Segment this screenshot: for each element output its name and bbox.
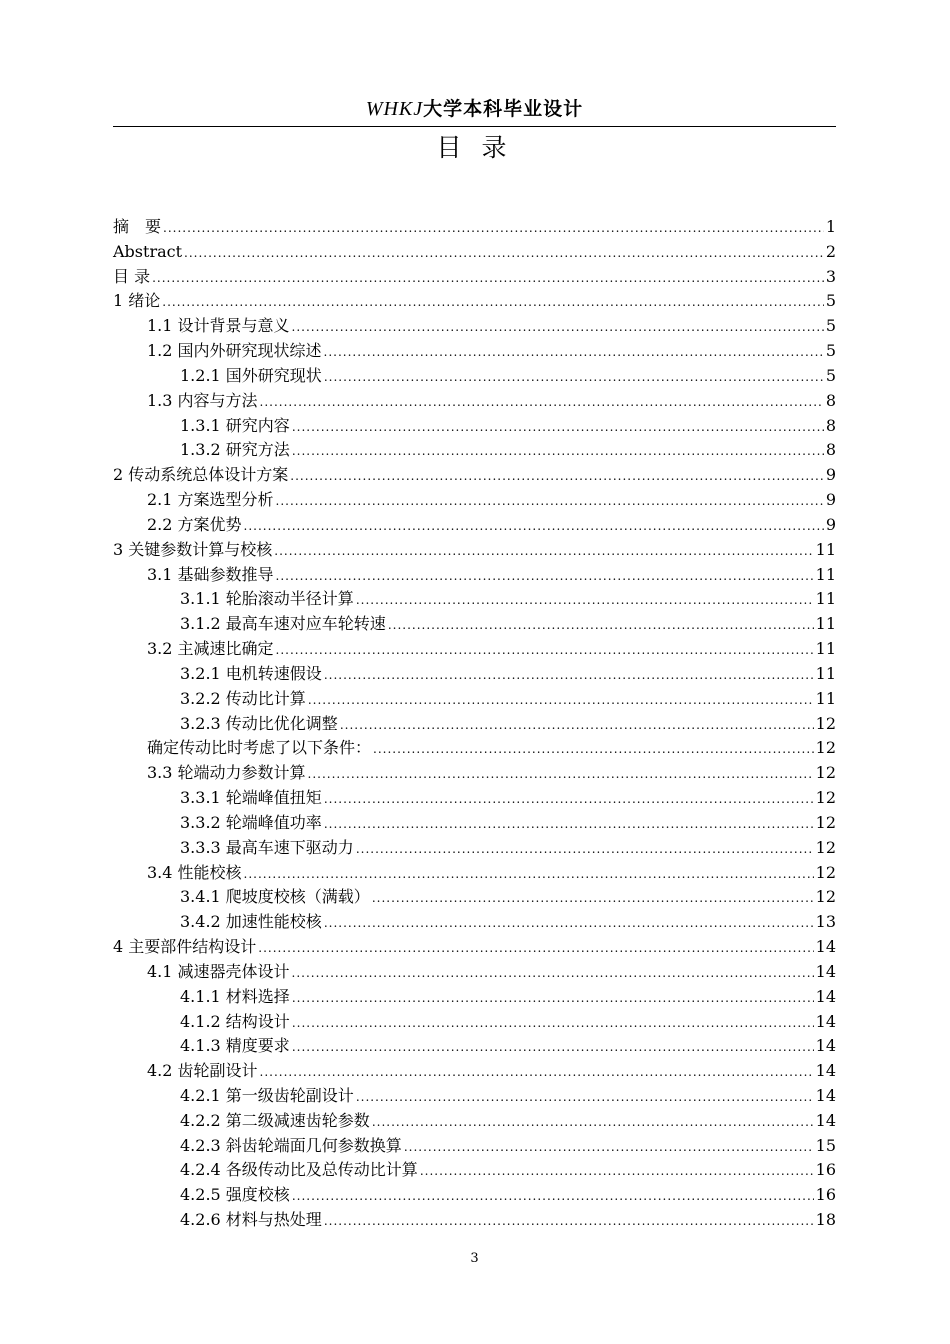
toc-entry-page: 14 [815, 1036, 836, 1056]
toc-dot-leader [308, 688, 814, 713]
toc-entry-page: 11 [815, 688, 836, 708]
toc-entry-title: 4.2.6 材料与热处理 [180, 1210, 322, 1230]
toc-entry-page: 9 [825, 490, 836, 510]
toc-entry-title: 1.3 内容与方法 [147, 390, 258, 410]
toc-entry-title: 1.1 设计背景与意义 [147, 316, 290, 336]
toc-dot-leader [290, 464, 824, 489]
toc-entry[interactable] [113, 885, 836, 910]
toc-dot-leader [372, 1110, 814, 1135]
toc-dot-leader [420, 1159, 814, 1184]
toc-entry[interactable] [113, 513, 836, 538]
toc-entry-title: 4.2.5 强度校核 [180, 1185, 290, 1205]
toc-dot-leader [324, 787, 814, 812]
toc-entry[interactable] [113, 240, 836, 265]
toc-entry-page: 16 [815, 1160, 836, 1180]
toc-dot-leader [404, 1135, 814, 1160]
toc-dot-leader [324, 1209, 814, 1234]
toc-dot-leader [163, 216, 824, 241]
toc-entry-page: 11 [815, 539, 836, 559]
toc-entry-title: 4.2.4 各级传动比及总传动比计算 [180, 1160, 418, 1180]
toc-dot-leader [152, 266, 824, 291]
toc-entry-page: 5 [825, 291, 836, 311]
toc-entry[interactable] [113, 761, 836, 786]
toc-entry-page: 12 [815, 738, 836, 758]
toc-entry[interactable] [113, 1158, 836, 1183]
toc-entry-page: 5 [825, 365, 836, 385]
toc-entry-page: 8 [825, 440, 836, 460]
toc-dot-leader [292, 986, 814, 1011]
toc-entry[interactable] [113, 910, 836, 935]
toc-entry[interactable] [113, 1010, 836, 1035]
toc-entry-title: 3.1 基础参数推导 [147, 564, 274, 584]
toc-entry-title: 4.2.3 斜齿轮端面几何参数换算 [180, 1135, 402, 1155]
toc-dot-leader [324, 663, 814, 688]
toc-dot-leader [292, 1011, 814, 1036]
toc-dot-leader [292, 439, 824, 464]
toc-dot-leader [324, 911, 814, 936]
toc-entry-page: 12 [815, 788, 836, 808]
toc-entry-page: 5 [825, 316, 836, 336]
toc-entry-page: 2 [825, 241, 836, 261]
toc-entry[interactable] [113, 861, 836, 886]
toc-dot-leader [258, 936, 813, 961]
toc-entry-title: 2.2 方案优势 [147, 514, 242, 534]
toc-entry[interactable] [113, 364, 836, 389]
toc-entry-page: 14 [815, 961, 836, 981]
toc-entry[interactable] [113, 1034, 836, 1059]
toc-entry[interactable] [113, 563, 836, 588]
toc-entry-page: 11 [815, 663, 836, 683]
toc-entry-title: 4.1.2 结构设计 [180, 1011, 290, 1031]
toc-entry-page: 8 [825, 415, 836, 435]
toc-entry-title: 3.2.1 电机转速假设 [180, 663, 322, 683]
toc-entry[interactable] [113, 1059, 836, 1084]
toc-entry[interactable] [113, 215, 836, 240]
toc-dot-leader [356, 837, 814, 862]
toc-entry-page: 8 [825, 390, 836, 410]
toc-entry[interactable] [113, 612, 836, 637]
toc-entry-page: 3 [825, 266, 836, 286]
toc-entry[interactable] [113, 1084, 836, 1109]
header-latin: WHKJ [365, 98, 424, 120]
toc-entry[interactable] [113, 736, 836, 761]
toc-dot-leader [373, 737, 814, 762]
toc-dot-leader [276, 564, 814, 589]
toc-entry-title: 4.2.2 第二级减速齿轮参数 [180, 1110, 370, 1130]
toc-entry-title: 2.1 方案选型分析 [147, 490, 274, 510]
toc-entry[interactable] [113, 289, 836, 314]
toc-entry[interactable] [113, 786, 836, 811]
header-cjk: 大学本科毕业设计 [423, 98, 584, 120]
toc-entry-page: 11 [815, 614, 836, 634]
toc-entry-title: 4 主要部件结构设计 [113, 937, 257, 957]
toc-entry-title: 4.2 齿轮副设计 [147, 1061, 258, 1081]
toc-entry-title: 3.1.2 最高车速对应车轮转速 [180, 614, 386, 634]
toc-entry[interactable] [113, 811, 836, 836]
toc-entry-page: 12 [815, 713, 836, 733]
toc-entry-page: 12 [815, 812, 836, 832]
toc-entry-title: 4.1 减速器壳体设计 [147, 961, 290, 981]
toc-entry-title: 确定传动比时考虑了以下条件： [147, 738, 372, 758]
toc-entry-title: 2 传动系统总体设计方案 [113, 465, 289, 485]
toc-entry-title: 3.4 性能校核 [147, 862, 242, 882]
toc-dot-leader [340, 713, 814, 738]
toc-dot-leader [162, 290, 824, 315]
toc-dot-leader [276, 489, 824, 514]
toc-entry-title: 3.3 轮端动力参数计算 [147, 763, 306, 783]
toc-entry[interactable] [113, 265, 836, 290]
toc-entry[interactable] [113, 1208, 836, 1233]
toc-entry-page: 15 [815, 1135, 836, 1155]
toc-dot-leader [356, 1085, 814, 1110]
toc-entry-page: 12 [815, 837, 836, 857]
toc-dot-leader [184, 241, 824, 266]
toc-entry-page: 12 [815, 887, 836, 907]
toc-entry[interactable] [113, 1183, 836, 1208]
toc-entry-title: 1.3.1 研究内容 [180, 415, 290, 435]
running-header [113, 94, 836, 121]
toc-entry[interactable] [113, 935, 836, 960]
page-number: 3 [470, 1251, 479, 1266]
toc-entry[interactable] [113, 637, 836, 662]
toc-dot-leader [292, 315, 824, 340]
toc-entry[interactable] [113, 314, 836, 339]
toc-entry[interactable] [113, 1134, 836, 1159]
toc-entry[interactable] [113, 985, 836, 1010]
toc-entry-title: 3.4.2 加速性能校核 [180, 912, 322, 932]
toc-entry[interactable] [113, 1109, 836, 1134]
toc-dot-leader [324, 812, 814, 837]
toc-dot-leader [244, 514, 824, 539]
toc-entry[interactable] [113, 438, 836, 463]
toc-entry-page: 16 [815, 1185, 836, 1205]
table-of-contents [113, 215, 836, 1233]
toc-entry[interactable] [113, 712, 836, 737]
toc-entry-title: 1.2.1 国外研究现状 [180, 365, 322, 385]
toc-entry[interactable] [113, 960, 836, 985]
toc-entry-page: 1 [825, 217, 836, 236]
toc-entry-page: 9 [825, 514, 836, 534]
toc-entry-page: 14 [815, 1011, 836, 1031]
toc-dot-leader [292, 1184, 814, 1209]
toc-entry-page: 5 [825, 341, 836, 361]
toc-entry-title: 3.1.1 轮胎滚动半径计算 [180, 589, 354, 609]
toc-entry-page: 11 [815, 589, 836, 609]
toc-dot-leader [388, 613, 814, 638]
toc-entry[interactable] [113, 587, 836, 612]
toc-dot-leader [276, 638, 814, 663]
toc-entry-title: 3 关键参数计算与校核 [113, 539, 273, 559]
toc-entry-title: 4.2.1 第一级齿轮副设计 [180, 1085, 354, 1105]
toc-entry-title: 3.4.1 爬坡度校核（满载） [180, 887, 370, 907]
toc-entry-page: 14 [815, 1061, 836, 1081]
toc-entry-title: 1 绪论 [113, 291, 161, 311]
toc-entry-page: 13 [815, 912, 836, 932]
toc-dot-leader [292, 415, 824, 440]
toc-entry[interactable] [113, 687, 836, 712]
toc-dot-leader [324, 365, 824, 390]
toc-entry[interactable] [113, 662, 836, 687]
toc-dot-leader [372, 886, 814, 911]
toc-entry[interactable] [113, 414, 836, 439]
toc-dot-leader [274, 539, 813, 564]
toc-entry-title: 3.3.2 轮端峰值功率 [180, 812, 322, 832]
toc-dot-leader [324, 340, 824, 365]
toc-entry-title: 3.3.1 轮端峰值扭矩 [180, 788, 322, 808]
toc-entry-page: 12 [815, 763, 836, 783]
toc-entry-title: 目 录 [113, 266, 151, 286]
toc-entry-title: 3.2.3 传动比优化调整 [180, 713, 338, 733]
toc-entry-title: Abstract [113, 241, 183, 261]
toc-entry-title: 3.3.3 最高车速下驱动力 [180, 837, 354, 857]
toc-entry-page: 12 [815, 862, 836, 882]
toc-entry-title: 1.3.2 研究方法 [180, 440, 290, 460]
toc-entry[interactable] [113, 488, 836, 513]
toc-entry-page: 14 [815, 1110, 836, 1130]
toc-entry-page: 11 [815, 564, 836, 584]
toc-dot-leader [244, 862, 814, 887]
toc-entry[interactable] [113, 339, 836, 364]
toc-dot-leader [260, 1060, 814, 1085]
toc-dot-leader [260, 390, 824, 415]
toc-dot-leader [292, 961, 814, 986]
toc-entry-title: 3.2 主减速比确定 [147, 639, 274, 659]
toc-entry-title: 4.1.3 精度要求 [180, 1036, 290, 1056]
toc-entry-page: 18 [815, 1210, 836, 1230]
toc-entry[interactable] [113, 389, 836, 414]
toc-entry[interactable] [113, 463, 836, 488]
toc-entry-page: 14 [815, 986, 836, 1006]
toc-dot-leader [356, 588, 814, 613]
toc-entry[interactable] [113, 538, 836, 563]
toc-entry-title: 4.1.1 材料选择 [180, 986, 290, 1006]
toc-entry-page: 11 [815, 639, 836, 659]
page-title: 目 录 [436, 133, 513, 162]
toc-entry-page: 9 [825, 465, 836, 485]
toc-entry-title: 摘 要 [113, 217, 162, 236]
toc-entry-title: 1.2 国内外研究现状综述 [147, 341, 322, 361]
header-rule [113, 126, 836, 127]
toc-entry[interactable] [113, 836, 836, 861]
toc-entry-page: 14 [815, 1085, 836, 1105]
toc-dot-leader [308, 762, 814, 787]
toc-entry-title: 3.2.2 传动比计算 [180, 688, 306, 708]
toc-entry-page: 14 [815, 937, 836, 957]
toc-dot-leader [292, 1035, 814, 1060]
